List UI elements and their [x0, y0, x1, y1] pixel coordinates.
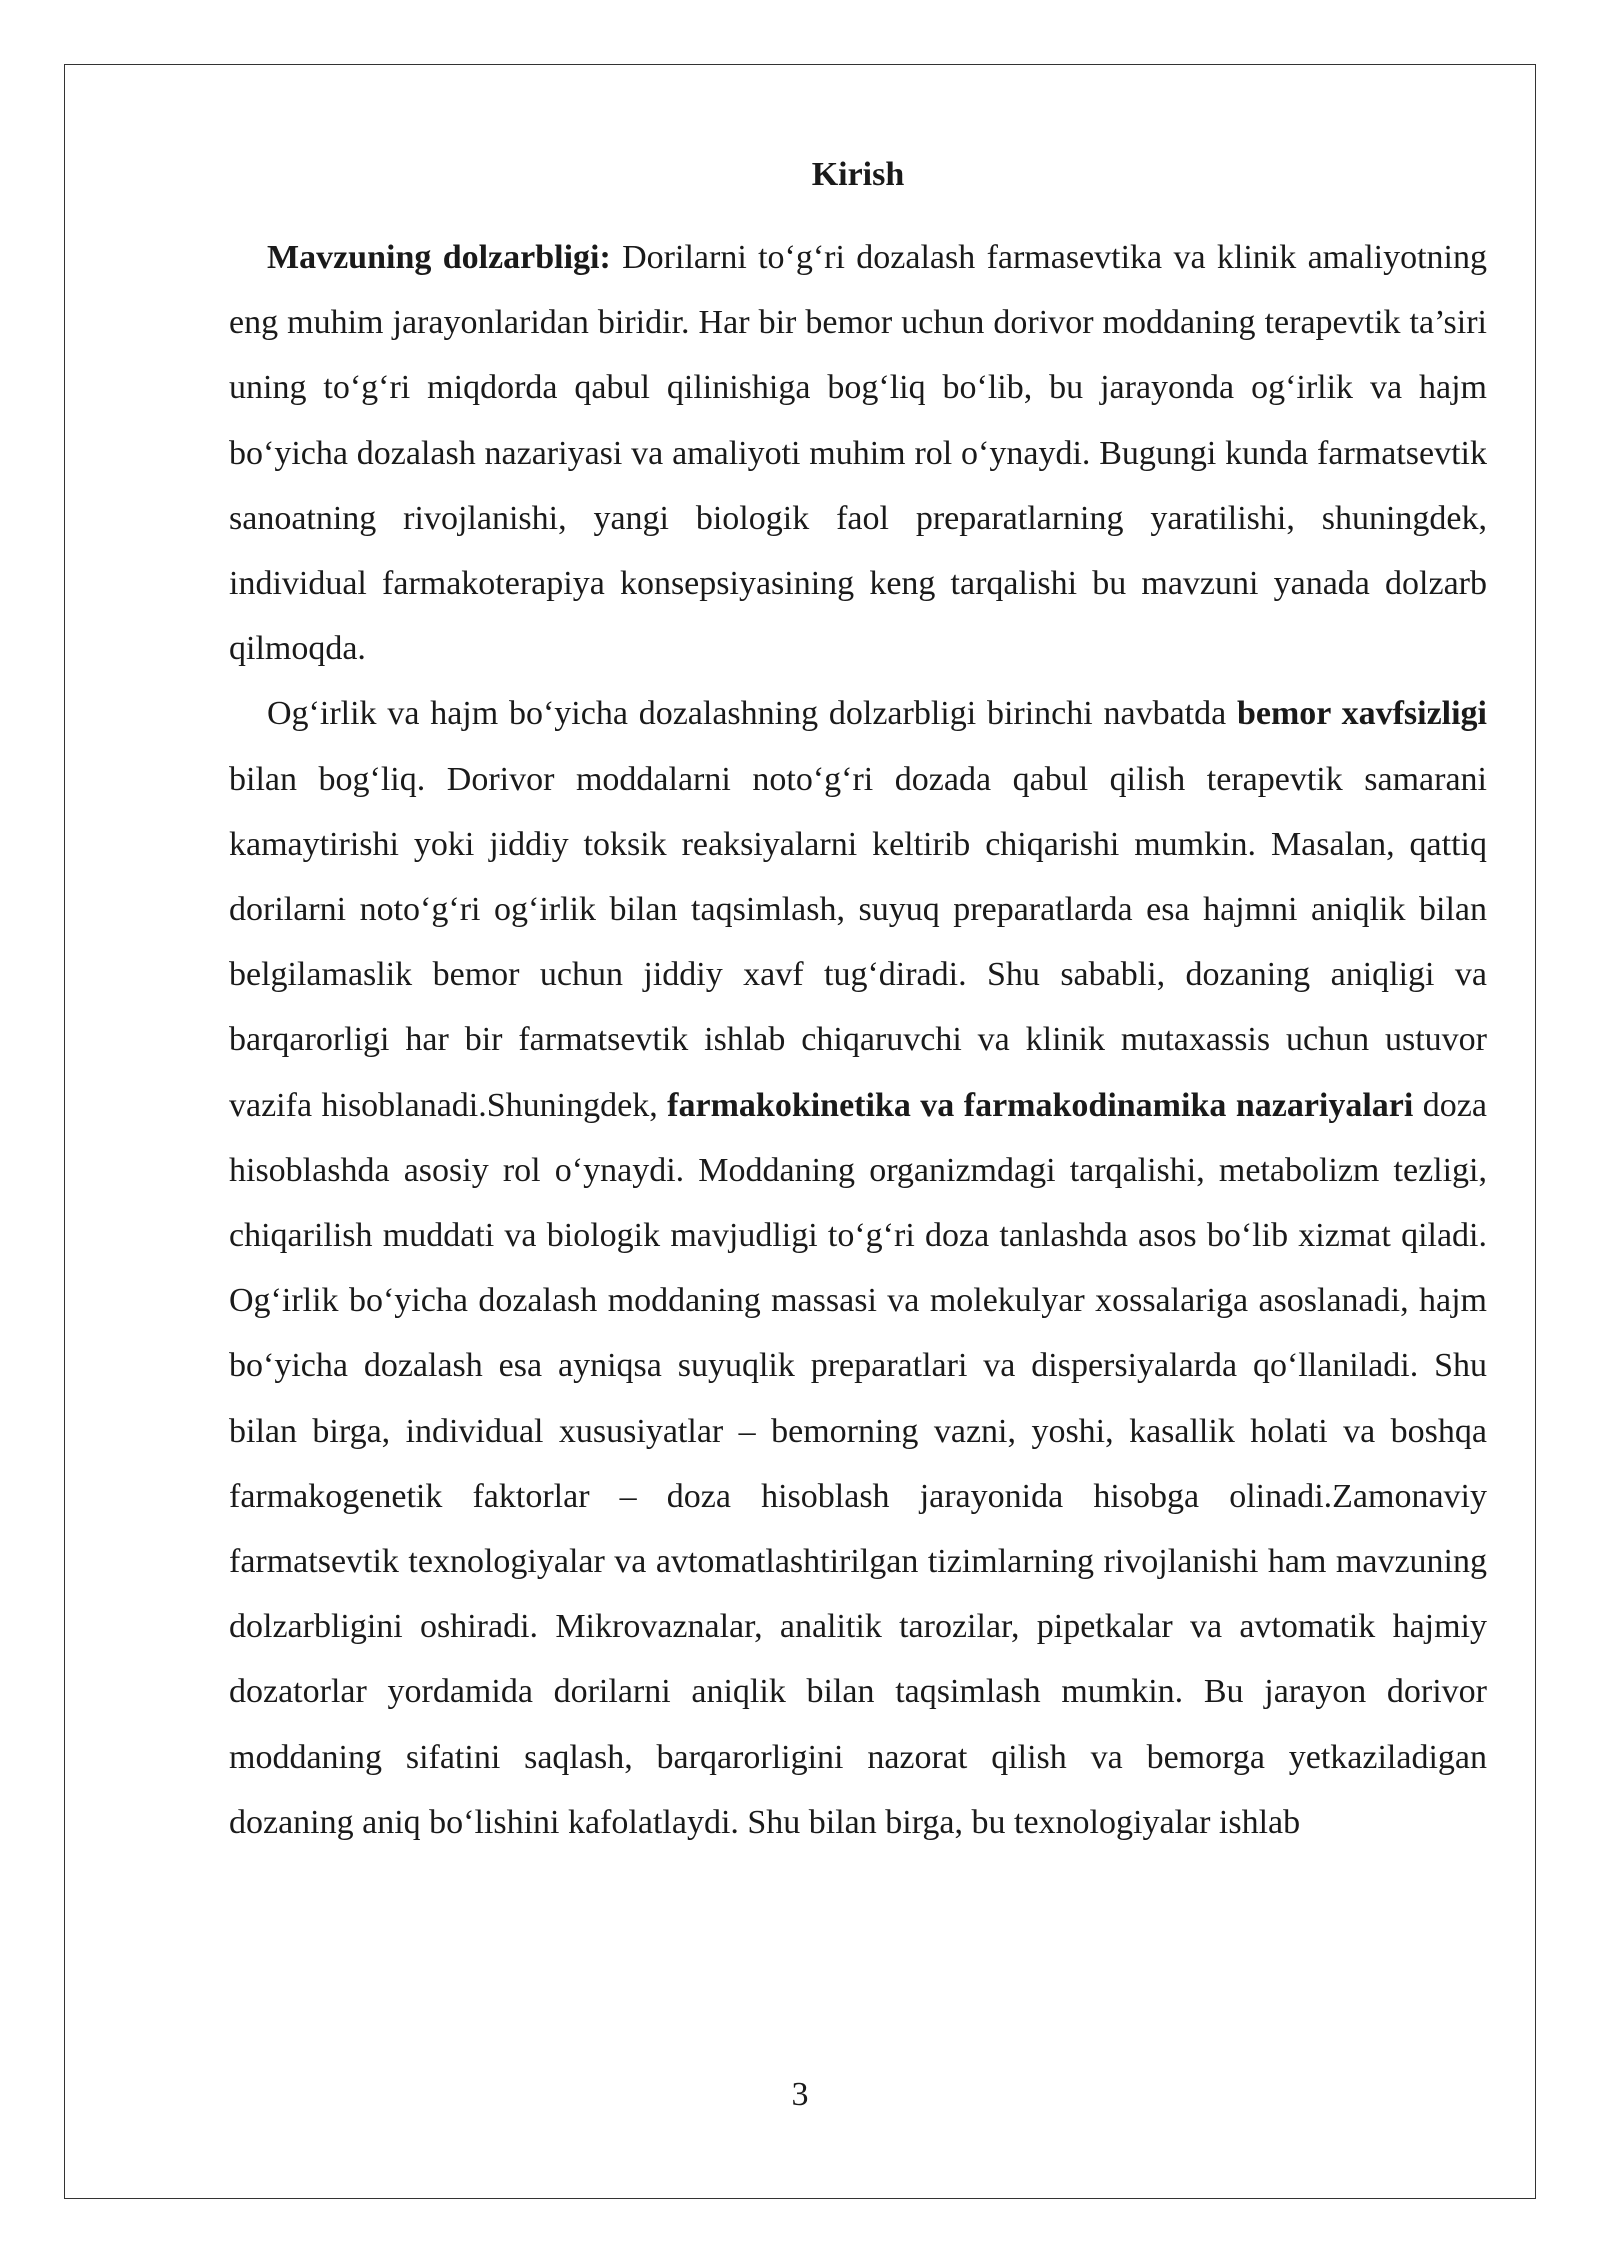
paragraph-2	[229, 681, 1487, 1855]
paragraph-2-bold-a: bemor xavfsizligi	[1236, 695, 1487, 733]
paragraph-2-text-a: Og‘irlik va hajm bo‘yicha dozalashning dolzarbligi birinchi navbatda	[267, 695, 1237, 733]
document-body	[229, 145, 1487, 1855]
section-title: Kirish	[811, 156, 905, 193]
paragraph-1	[229, 225, 1487, 681]
paragraph-1-text: Dorilarni to‘g‘ri dozalash farmasevtika va klinik amaliyotning eng muhim jarayonlaridan biridir. Har bir bemor uchun dorivor moddaning terapevtik ta’siri uning to‘g‘ri miqdorda qabul qilinishiga bog‘liq bo‘lib, bu jarayonda og‘irlik va hajm bo‘yicha dozalash nazariyasi va amaliyoti muhim rol o‘ynaydi. Bugungi kunda farmatsevtik sanoatning rivojlanishi, yangi biologik faol preparatlarning yaratilishi, shuningdek, individual farmakoterapiya konsepsiyasining keng tarqalishi bu mavzuni yanada dolzarb qilmoqda.	[229, 239, 1487, 668]
paragraph-2-text-c: doza hisoblashda asosiy rol o‘ynaydi. Moddaning organizmdagi tarqalishi, metabolizm tezligi, chiqarilish muddati va biologik mavjudligi to‘g‘ri doza tanlashda asos bo‘lib xizmat qiladi. Og‘irlik bo‘yicha dozalash moddaning massasi va molekulyar xossalariga asoslanadi, hajm bo‘yicha dozalash esa ayniqsa suyuqlik preparatlari va dispersiyalarda qo‘llaniladi. Shu bilan birga, individual xususiyatlar – bemorning vazni, yoshi, kasallik holati va boshqa farmakogenetik faktorlar – doza hisoblash jarayonida hisobga olinadi.Zamonaviy farmatsevtik texnologiyalar va avtomatlashtirilgan tizimlarning rivojlanishi ham mavzuning dolzarbligini oshiradi. Mikrovaznalar, analitik tarozilar, pipetkalar va avtomatik hajmiy dozatorlar yordamida dorilarni aniqlik bilan taqsimlash mumkin. Bu jarayon dorivor moddaning sifatini saqlash, barqarorligini nazorat qilish va bemorga yetkaziladigan dozaning aniq bo‘lishini kafolatlaydi. Shu bilan birga, bu texnologiyalar ishlab	[229, 1086, 1487, 1841]
page-number: 3	[791, 2076, 809, 2113]
paragraph-1-bold-lead: Mavzuning dolzarbligi:	[267, 239, 611, 276]
paragraph-2-bold-b: farmakokinetika va farmakodinamika nazariyalari	[667, 1086, 1414, 1124]
paragraph-2-text-b: bilan bog‘liq. Dorivor moddalarni noto‘g‘ri dozada qabul qilish terapevtik samarani kamaytirishi yoki jiddiy toksik reaksiyalarni keltirib chiqarishi mumkin. Masalan, qattiq dorilarni noto‘g‘ri og‘irlik bilan taqsimlash, suyuq preparatlarda esa hajmni aniqlik bilan belgilamaslik bemor uchun jiddiy xavf tug‘diradi. Shu sababli, dozaning aniqligi va barqarorligi har bir farmatsevtik ishlab chiqaruvchi va klinik mutaxassis uchun ustuvor vazifa hisoblanadi.Shuningdek,	[229, 760, 1487, 1124]
